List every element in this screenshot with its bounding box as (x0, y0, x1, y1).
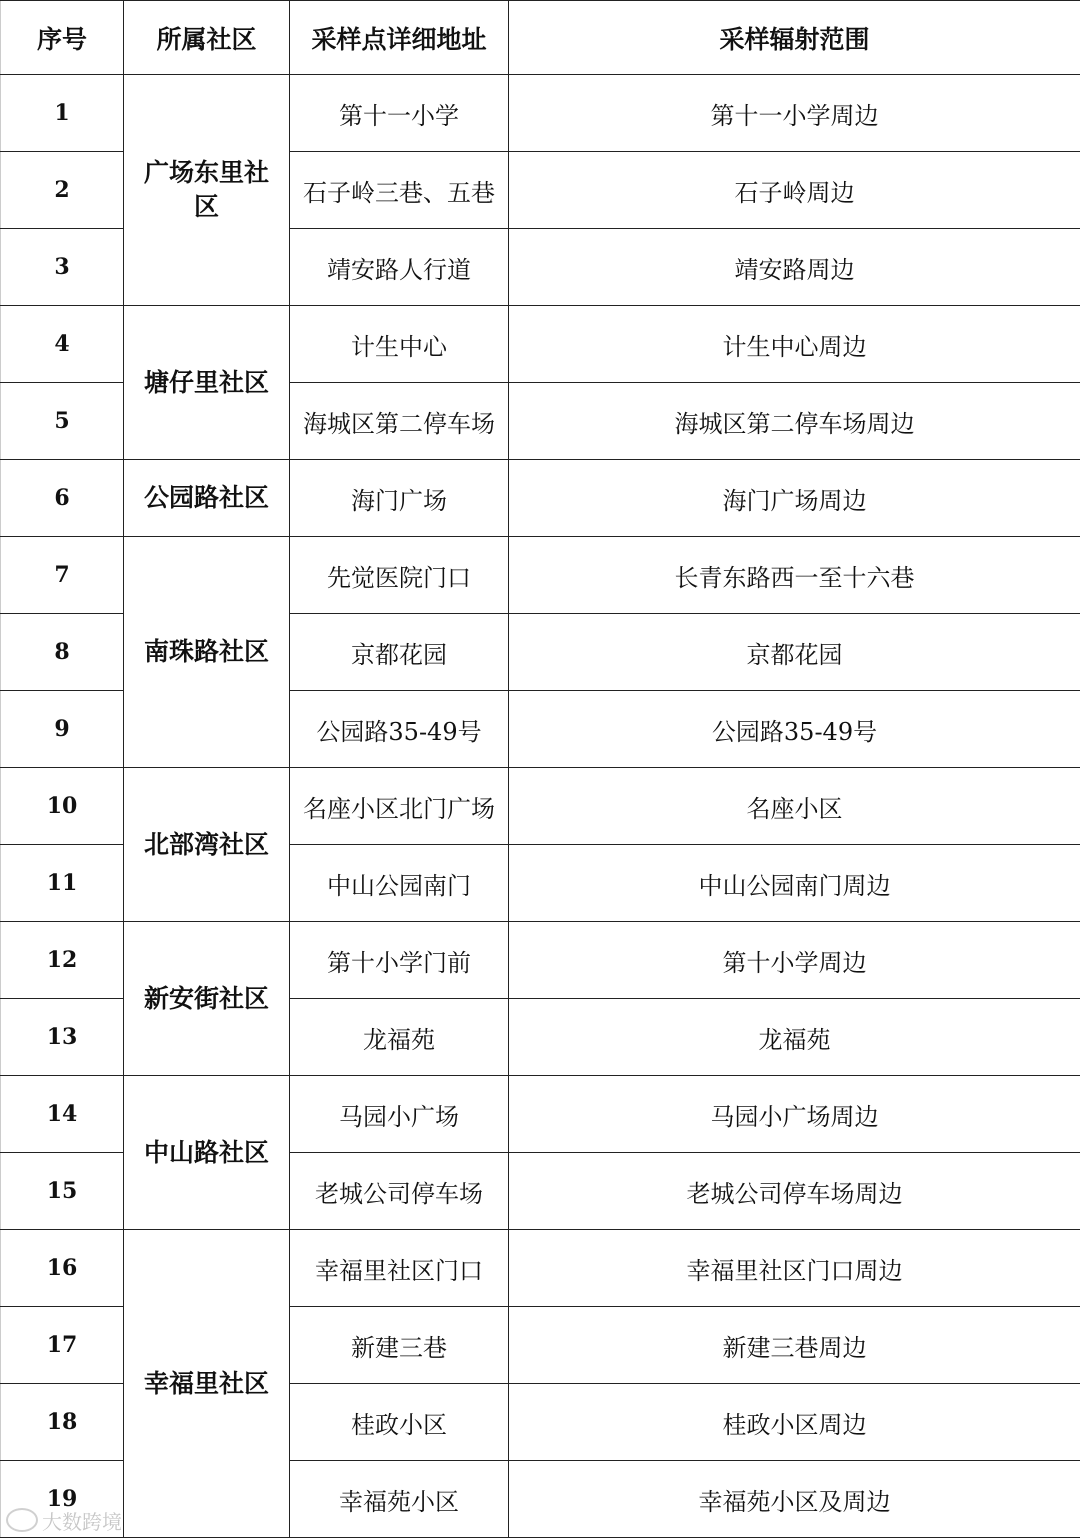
table-row (1, 1076, 1080, 1153)
range-cell: 计生中心周边 (509, 306, 1080, 383)
address-cell: 海门广场 (290, 460, 509, 537)
address-cell: 先觉医院门口 (290, 537, 509, 614)
address-cell: 龙福苑 (290, 999, 509, 1076)
range-cell: 名座小区 (509, 768, 1080, 845)
community-cell: 幸福里社区 (124, 1230, 290, 1538)
address-cell: 马园小广场 (290, 1076, 509, 1153)
range-cell: 石子岭周边 (509, 152, 1080, 229)
address-cell: 新建三巷 (290, 1307, 509, 1384)
row-index: 13 (1, 999, 124, 1076)
range-cell: 马园小广场周边 (509, 1076, 1080, 1153)
row-index: 15 (1, 1153, 124, 1230)
watermark-logo-icon (6, 1508, 38, 1532)
row-index: 12 (1, 922, 124, 999)
address-cell: 靖安路人行道 (290, 229, 509, 306)
range-cell: 京都花园 (509, 614, 1080, 691)
address-cell: 第十一小学 (290, 75, 509, 152)
row-index: 7 (1, 537, 124, 614)
range-cell: 长青东路西一至十六巷 (509, 537, 1080, 614)
range-cell: 中山公园南门周边 (509, 845, 1080, 922)
range-cell: 第十一小学周边 (509, 75, 1080, 152)
range-cell: 靖安路周边 (509, 229, 1080, 306)
address-cell: 中山公园南门 (290, 845, 509, 922)
header-community: 所属社区 (124, 1, 290, 75)
row-index: 5 (1, 383, 124, 460)
table-row (1, 306, 1080, 383)
community-cell: 北部湾社区 (124, 768, 290, 922)
address-cell: 第十小学门前 (290, 922, 509, 999)
address-cell: 海城区第二停车场 (290, 383, 509, 460)
header-row (1, 1, 1080, 75)
table-row (1, 75, 1080, 152)
community-cell: 新安街社区 (124, 922, 290, 1076)
range-cell: 桂政小区周边 (509, 1384, 1080, 1461)
table-row (1, 768, 1080, 845)
header-address: 采样点详细地址 (290, 1, 509, 75)
watermark (6, 1505, 122, 1535)
community-cell: 广场东里社区 (124, 75, 290, 306)
row-index: 6 (1, 460, 124, 537)
address-cell: 老城公司停车场 (290, 1153, 509, 1230)
row-index: 17 (1, 1307, 124, 1384)
row-index: 8 (1, 614, 124, 691)
header-index: 序号 (1, 1, 124, 75)
address-cell: 名座小区北门广场 (290, 768, 509, 845)
range-cell: 海城区第二停车场周边 (509, 383, 1080, 460)
address-cell: 计生中心 (290, 306, 509, 383)
community-cell: 塘仔里社区 (124, 306, 290, 460)
row-index: 10 (1, 768, 124, 845)
community-cell: 公园路社区 (124, 460, 290, 537)
watermark-text: 大数跨境 (42, 1509, 122, 1534)
range-cell: 公园路35-49号 (509, 691, 1080, 768)
address-cell: 幸福里社区门口 (290, 1230, 509, 1307)
range-cell: 幸福苑小区及周边 (509, 1461, 1080, 1538)
row-index: 19 (1, 1461, 124, 1538)
range-cell: 新建三巷周边 (509, 1307, 1080, 1384)
range-cell: 幸福里社区门口周边 (509, 1230, 1080, 1307)
row-index: 1 (1, 75, 124, 152)
table-row (1, 922, 1080, 999)
address-cell: 石子岭三巷、五巷 (290, 152, 509, 229)
range-cell: 老城公司停车场周边 (509, 1153, 1080, 1230)
range-cell: 海门广场周边 (509, 460, 1080, 537)
row-index: 9 (1, 691, 124, 768)
row-index: 16 (1, 1230, 124, 1307)
address-cell: 幸福苑小区 (290, 1461, 509, 1538)
range-cell: 第十小学周边 (509, 922, 1080, 999)
community-cell: 中山路社区 (124, 1076, 290, 1230)
row-index: 11 (1, 845, 124, 922)
community-cell: 南珠路社区 (124, 537, 290, 768)
table-row (1, 1230, 1080, 1307)
address-cell: 公园路35-49号 (290, 691, 509, 768)
address-cell: 桂政小区 (290, 1384, 509, 1461)
row-index: 14 (1, 1076, 124, 1153)
row-index: 3 (1, 229, 124, 306)
table-row (1, 460, 1080, 537)
table-row (1, 537, 1080, 614)
row-index: 2 (1, 152, 124, 229)
row-index: 4 (1, 306, 124, 383)
range-cell: 龙福苑 (509, 999, 1080, 1076)
row-index: 18 (1, 1384, 124, 1461)
header-range: 采样辐射范围 (509, 1, 1080, 75)
address-cell: 京都花园 (290, 614, 509, 691)
